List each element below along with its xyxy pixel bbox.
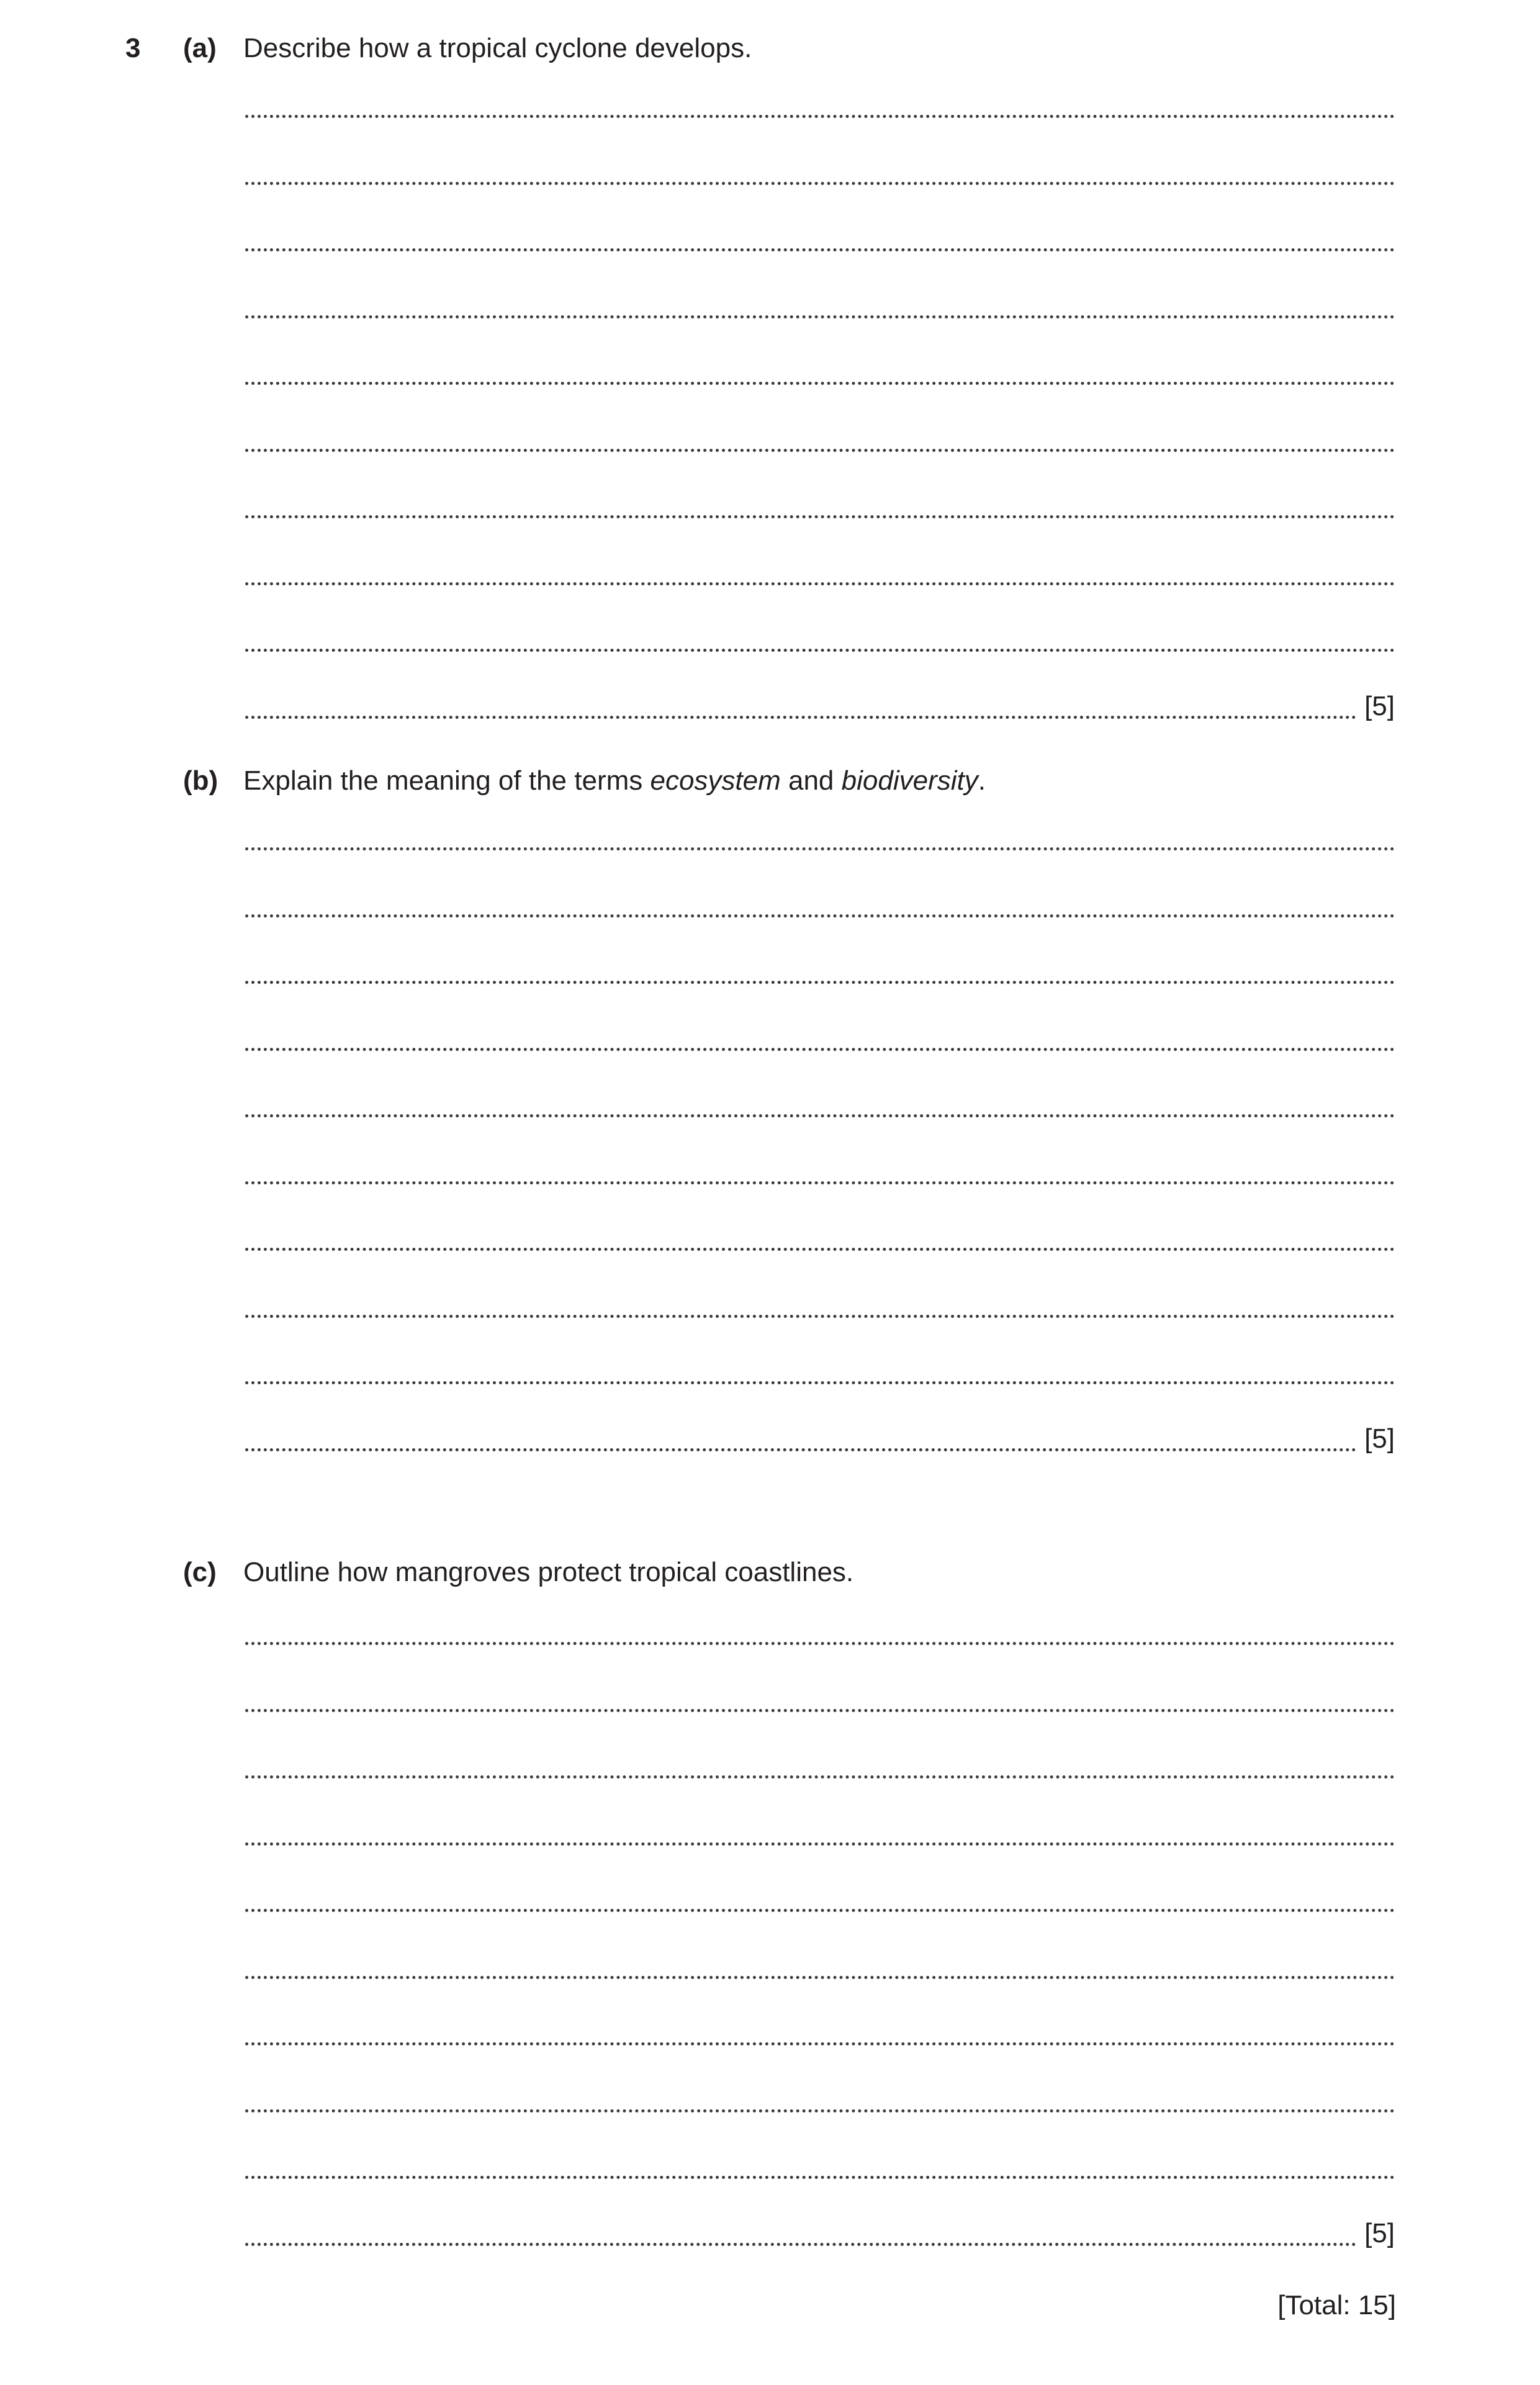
answer-line[interactable] [245, 1160, 1395, 1184]
answer-line[interactable] [245, 227, 1395, 251]
part-b-text-mid: and [780, 765, 842, 796]
answer-line[interactable] [245, 893, 1395, 917]
answer-line[interactable] [245, 427, 1395, 452]
part-c-prompt: Outline how mangroves protect tropical coastlines. [243, 1557, 854, 1587]
part-a-label: (a) [183, 33, 217, 63]
term-biodiversity: biodiversity [841, 765, 978, 796]
answer-line[interactable] [245, 93, 1395, 118]
answer-line[interactable] [245, 627, 1395, 652]
term-ecosystem: ecosystem [650, 765, 781, 796]
answer-line[interactable] [245, 494, 1395, 518]
answer-line[interactable] [245, 2021, 1395, 2045]
answer-line[interactable] [245, 561, 1395, 585]
part-marks: [5] [1364, 1423, 1395, 1454]
question-number: 3 [125, 33, 141, 63]
answer-line[interactable] [245, 160, 1395, 185]
answer-line[interactable] [245, 1821, 1395, 1846]
answer-line[interactable] [245, 2088, 1395, 2112]
answer-line[interactable] [245, 1954, 1395, 1979]
answer-line[interactable] [245, 694, 1356, 719]
answer-line[interactable] [245, 1887, 1395, 1912]
answer-line[interactable] [245, 826, 1395, 850]
part-b-text-before: Explain the meaning of the terms [243, 765, 651, 796]
answer-line[interactable] [245, 1754, 1395, 1779]
answer-line[interactable] [245, 360, 1395, 385]
answer-line[interactable] [245, 2221, 1356, 2246]
answer-line[interactable] [245, 1620, 1395, 1645]
answer-line[interactable] [245, 1026, 1395, 1051]
answer-line[interactable] [245, 1359, 1395, 1384]
answer-line[interactable] [245, 1687, 1395, 1712]
answer-line[interactable] [245, 1427, 1356, 1451]
part-b-text-after: . [978, 765, 986, 796]
part-b-label: (b) [183, 765, 218, 796]
total-marks: [Total: 15] [1277, 2290, 1396, 2320]
answer-line[interactable] [245, 1093, 1395, 1117]
answer-line[interactable] [245, 959, 1395, 984]
part-c-label: (c) [183, 1557, 217, 1587]
answer-line[interactable] [245, 1293, 1395, 1318]
part-marks: [5] [1364, 2217, 1395, 2248]
part-b-prompt [243, 764, 986, 798]
answer-line[interactable] [245, 294, 1395, 318]
part-marks: [5] [1364, 690, 1395, 721]
answer-line[interactable] [245, 1226, 1395, 1251]
part-a-prompt: Describe how a tropical cyclone develops. [243, 33, 752, 63]
answer-line[interactable] [245, 2154, 1395, 2179]
